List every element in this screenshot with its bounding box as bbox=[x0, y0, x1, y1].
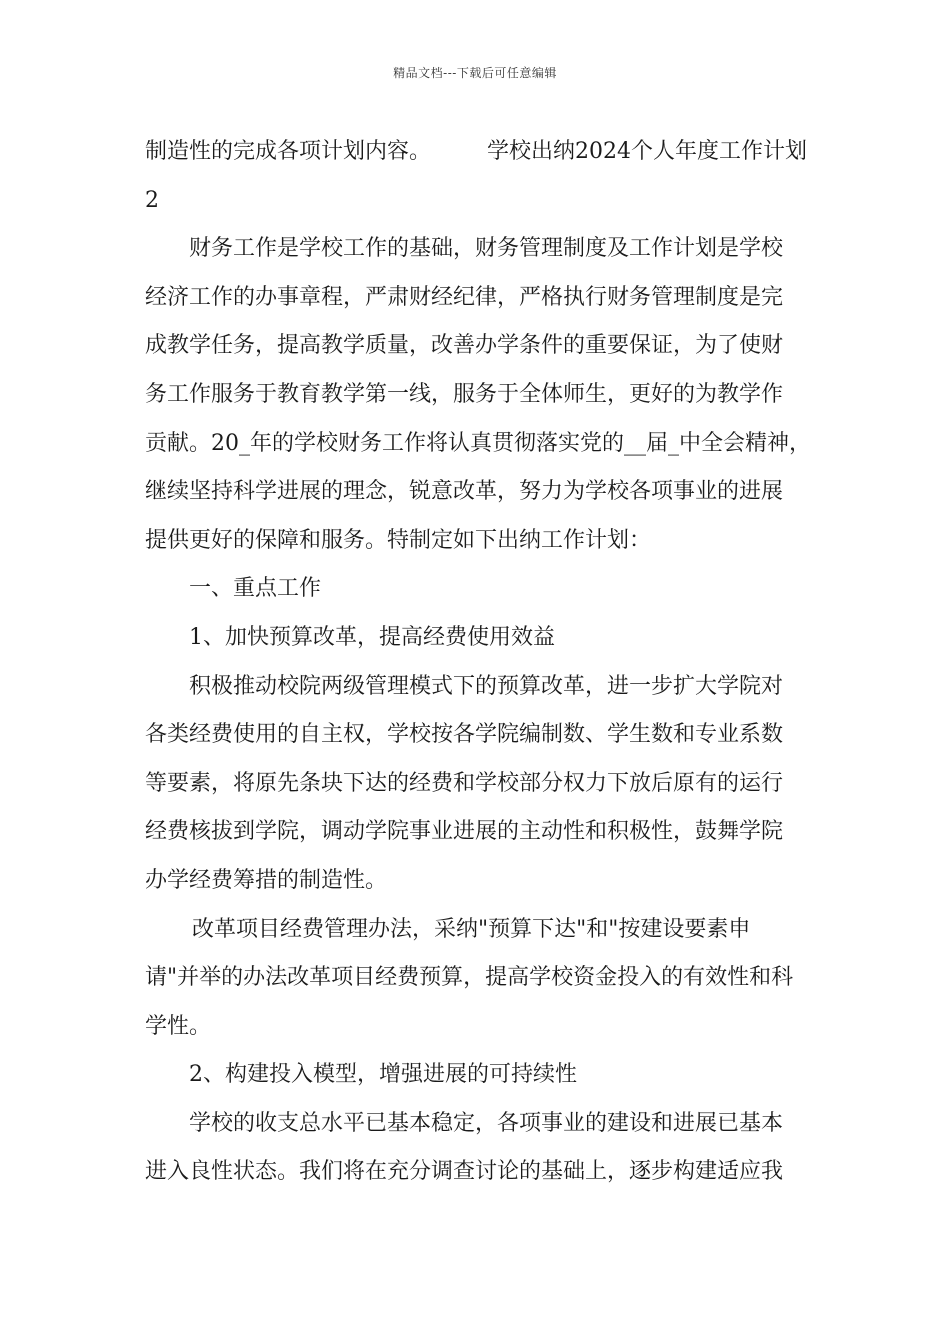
paragraph-line: 请"并举的办法改革项目经费预算，提高学校资金投入的有效性和科 bbox=[145, 965, 794, 991]
document-body bbox=[145, 128, 820, 1197]
paragraph-line: 改革项目经费管理办法，采纳"预算下达"和"按建设要素申 bbox=[192, 916, 751, 942]
section-title: 学校出纳2024个人年度工作计划 bbox=[487, 139, 808, 164]
paragraph-line: 积极推动校院两级管理模式下的预算改革，进一步扩大学院对 bbox=[189, 673, 784, 699]
page-header: 精品文档---下载后可任意编辑 bbox=[393, 66, 557, 80]
paragraph-line: 成教学任务，提高教学质量，改善办学条件的重要保证，为了使财 bbox=[145, 333, 784, 359]
section-title-number: 2 bbox=[145, 187, 159, 213]
paragraph-line: 等要素，将原先条块下达的经费和学校部分权力下放后原有的运行 bbox=[145, 770, 784, 796]
paragraph-line: 学校的收支总水平已基本稳定，各项事业的建设和进展已基本 bbox=[189, 1110, 784, 1136]
paragraph-line: 经费核拔到学院，调动学院事业进展的主动性和积极性，鼓舞学院 bbox=[145, 819, 784, 845]
paragraph-line: 各类经费使用的自主权，学校按各学院编制数、学生数和专业系数 bbox=[145, 722, 784, 748]
paragraph-line: 务工作服务于教育教学第一线，服务于全体师生，更好的为教学作 bbox=[145, 381, 784, 407]
paragraph-line: 办学经费筹措的制造性。 bbox=[145, 867, 388, 893]
heading-key-work: 一、重点工作 bbox=[189, 576, 322, 602]
paragraph-ending: 制造性的完成各项计划内容。 bbox=[145, 139, 432, 164]
paragraph-line: 经济工作的办事章程，严肃财经纪律，严格执行财务管理制度是完 bbox=[145, 284, 784, 310]
paragraph-line: 财务工作是学校工作的基础，财务管理制度及工作计划是学校 bbox=[189, 236, 784, 262]
body-line bbox=[145, 128, 820, 177]
paragraph-line: 继续坚持科学进展的理念，锐意改革，努力为学校各项事业的进展 bbox=[145, 479, 784, 505]
paragraph-line: 提供更好的保障和服务。特制定如下出纳工作计划： bbox=[145, 527, 652, 553]
paragraph-line: 进入良性状态。我们将在充分调查讨论的基础上，逐步构建适应我 bbox=[145, 1159, 784, 1185]
subheading-budget-reform: 1、加快预算改革，提高经费使用效益 bbox=[189, 624, 555, 650]
paragraph-line: 学性。 bbox=[145, 1013, 212, 1039]
subheading-investment-model: 2、构建投入模型，增强进展的可持续性 bbox=[189, 1062, 577, 1088]
paragraph-line: 贡献。20_年的学校财务工作将认真贯彻落实党的__届_中全会精神， bbox=[145, 430, 811, 456]
